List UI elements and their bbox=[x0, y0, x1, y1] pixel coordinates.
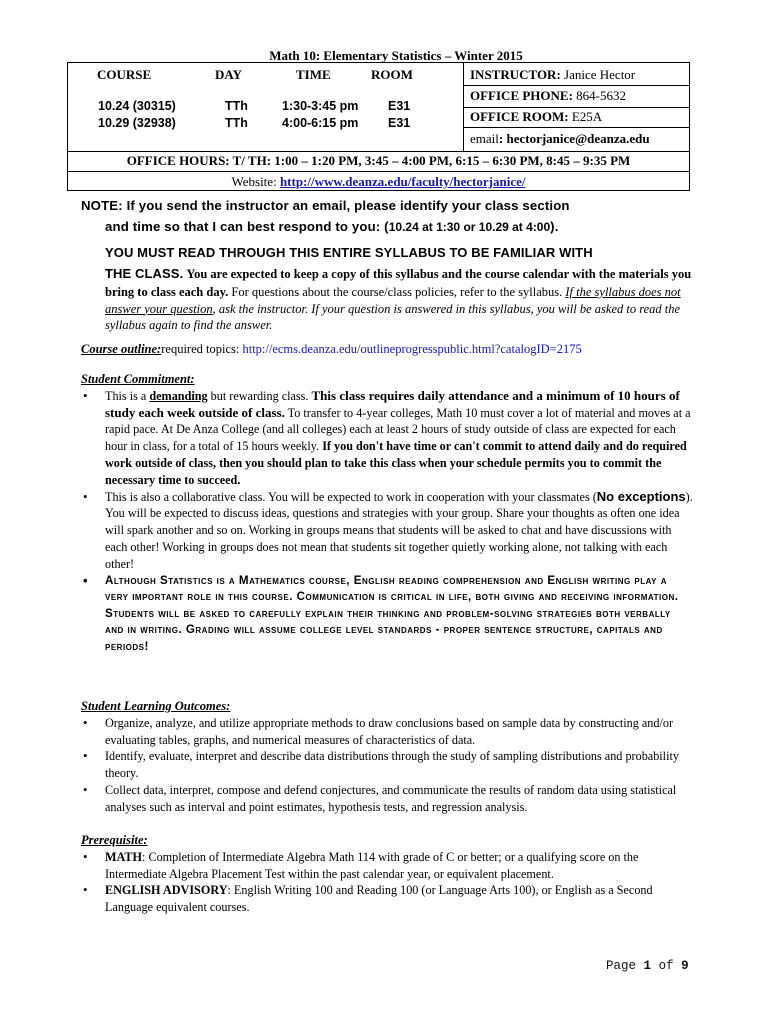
notice-italic-text: , ask the instructor. If your question is answered in this syllabus, you will be asked to read the syllabus again to find the answer. bbox=[105, 301, 681, 332]
time-cell: 1:30-3:45 pm bbox=[282, 99, 359, 113]
list-item: • ENGLISH ADVISORY: English Writing 100 and Reading 100 (or Language Arts 100), or English as a Second Language equivalent courses. bbox=[81, 882, 693, 916]
course-cell: 10.24 (30315) bbox=[98, 99, 176, 113]
email-line bbox=[470, 131, 650, 147]
document-title: Math 10: Elementary Statistics – Winter 2015 bbox=[269, 48, 523, 63]
email-note bbox=[81, 195, 701, 238]
phone-label: OFFICE PHONE: bbox=[470, 88, 573, 103]
outline-label: Course outline: bbox=[81, 342, 162, 356]
notice-heading-cont: THE CLASS. bbox=[105, 266, 184, 281]
office-room-value: E25A bbox=[571, 109, 603, 124]
website-link[interactable]: http://www.deanza.edu/faculty/hectorjanice/ bbox=[279, 174, 526, 189]
email-address[interactable]: hectorjanice@deanza.edu bbox=[506, 131, 650, 146]
header-day: DAY bbox=[215, 67, 242, 82]
list-item: • Organize, analyze, and utilize appropriate methods to draw conclusions based on sample data by constructing and/or evaluating tables, graphs, and numerical measures of characteristics of data. bbox=[81, 715, 693, 749]
day-cell: TTh bbox=[225, 99, 248, 113]
list-item: • Identify, evaluate, interpret and describe data distributions through the study of sampling distributions and probability theory. bbox=[81, 748, 693, 782]
phone-line bbox=[470, 88, 626, 104]
schedule-course bbox=[98, 98, 176, 132]
office-room-label: OFFICE ROOM: bbox=[470, 109, 569, 124]
website-line bbox=[68, 174, 689, 190]
course-cell: 10.29 (32938) bbox=[98, 116, 176, 130]
list-item: • This is a demanding but rewarding class. This class requires daily attendance and a minimum of 10 hours of study each week outside of class. To transfer to 4-year colleges, Math 10 must cover a lot of material and moves at a rapid pace. At De Anza College (and all colleges) each at least 2 hours of study outside of class are expected for each hour in class, for a total of 15 hours weekly. If you don't have time or can't commit to attend daily and do required work outside of class, then you should plan to take this class when your schedule permits you to commit the necessary time to succeed. bbox=[81, 388, 693, 489]
instructor-label: INSTRUCTOR: bbox=[470, 67, 561, 82]
table-divider bbox=[463, 107, 690, 108]
phone-value: 864-5632 bbox=[576, 88, 627, 103]
time-cell: 4:00-6:15 pm bbox=[282, 116, 359, 130]
list-item: • This is also a collaborative class. You will be expected to work in cooperation with your classmates (No exceptions). You will be expected to discuss ideas, questions and strategies with your group. Share your thoughts as often one idea will spark another and so on. Working in groups means that students will be asked to chat and have discussions with each other! Working in groups does not mean that students sit together quietly working alone, not talking with each other! bbox=[81, 489, 693, 573]
instructor-name: Janice Hector bbox=[564, 67, 636, 82]
course-info-table bbox=[67, 62, 690, 191]
syllabus-notice bbox=[105, 242, 695, 334]
email-separator: : bbox=[498, 131, 507, 146]
office-room-line bbox=[470, 109, 602, 125]
notice-emphasis: If the syllabus does not answer your question bbox=[105, 285, 681, 316]
list-item: • Although Statistics is a Mathematics course, English reading comprehension and English writing play a very important role in this course. Communication is critical in life, both giving and receiving information. Students will be asked to carefully explain their thinking and problem-solving strategies both verbally and in writing. Grading will assume college level standards - proper sentence structure, capitals and periods! bbox=[81, 573, 693, 656]
table-divider bbox=[463, 127, 690, 128]
day-cell: TTh bbox=[225, 116, 248, 130]
note-line-1: NOTE: If you send the instructor an email, please identify your class section bbox=[81, 198, 570, 213]
website-label: Website: bbox=[231, 174, 277, 189]
schedule-room bbox=[388, 98, 410, 132]
schedule-time bbox=[282, 98, 358, 132]
prereq-heading: Prerequisite: bbox=[81, 833, 148, 847]
notice-heading: YOU MUST READ THROUGH THIS ENTIRE SYLLABUS TO BE FAMILIAR WITH bbox=[105, 245, 593, 260]
email-label: email bbox=[470, 131, 499, 146]
student-commitment-section bbox=[81, 371, 693, 655]
learning-outcomes-section bbox=[81, 698, 693, 816]
outline-link[interactable]: http://ecms.deanza.edu/outlineprogresspublic.html?catalogID=2175 bbox=[242, 342, 582, 356]
list-item: • MATH: Completion of Intermediate Algebra Math 114 with grade of C or better; or a qualifying score on the Intermediate Algebra Placement Test within the past calendar year, or equivalent placement. bbox=[81, 849, 693, 883]
list-item: • Collect data, interpret, compose and defend conjectures, and communicate the results of random data using statistical analyses such as interval and point estimates, hypothesis tests, and regression analysis. bbox=[81, 782, 693, 816]
outline-text: required topics: bbox=[161, 342, 243, 356]
table-divider bbox=[463, 85, 690, 86]
course-outline bbox=[81, 342, 701, 357]
note-line-2: and time so that I can best respond to you: (10.24 at 1:30 or 10.29 at 4:00). bbox=[105, 219, 559, 234]
header-room: ROOM bbox=[371, 67, 413, 82]
table-divider bbox=[68, 171, 689, 172]
table-divider bbox=[68, 151, 689, 152]
schedule-day bbox=[225, 98, 248, 132]
notice-text: For questions about the course/class policies, refer to the syllabus. bbox=[231, 285, 563, 299]
prerequisite-section bbox=[81, 832, 693, 916]
notice-bold-text: You are expected to keep a copy of this syllabus and the course calendar with the materials you bring to class each day. bbox=[105, 267, 692, 299]
header-time: TIME bbox=[296, 67, 331, 82]
commitment-heading: Student Commitment: bbox=[81, 372, 195, 386]
page-number: Page 1 of 9 bbox=[606, 959, 689, 973]
header-course: COURSE bbox=[97, 67, 152, 82]
room-cell: E31 bbox=[388, 99, 411, 113]
instructor-line bbox=[470, 67, 635, 83]
outcomes-heading: Student Learning Outcomes: bbox=[81, 699, 231, 713]
office-hours: OFFICE HOURS: T/ TH: 1:00 – 1:20 PM, 3:45 – 4:00 PM, 6:15 – 6:30 PM, 8:45 – 9:35 PM bbox=[126, 153, 631, 168]
room-cell: E31 bbox=[388, 116, 411, 130]
